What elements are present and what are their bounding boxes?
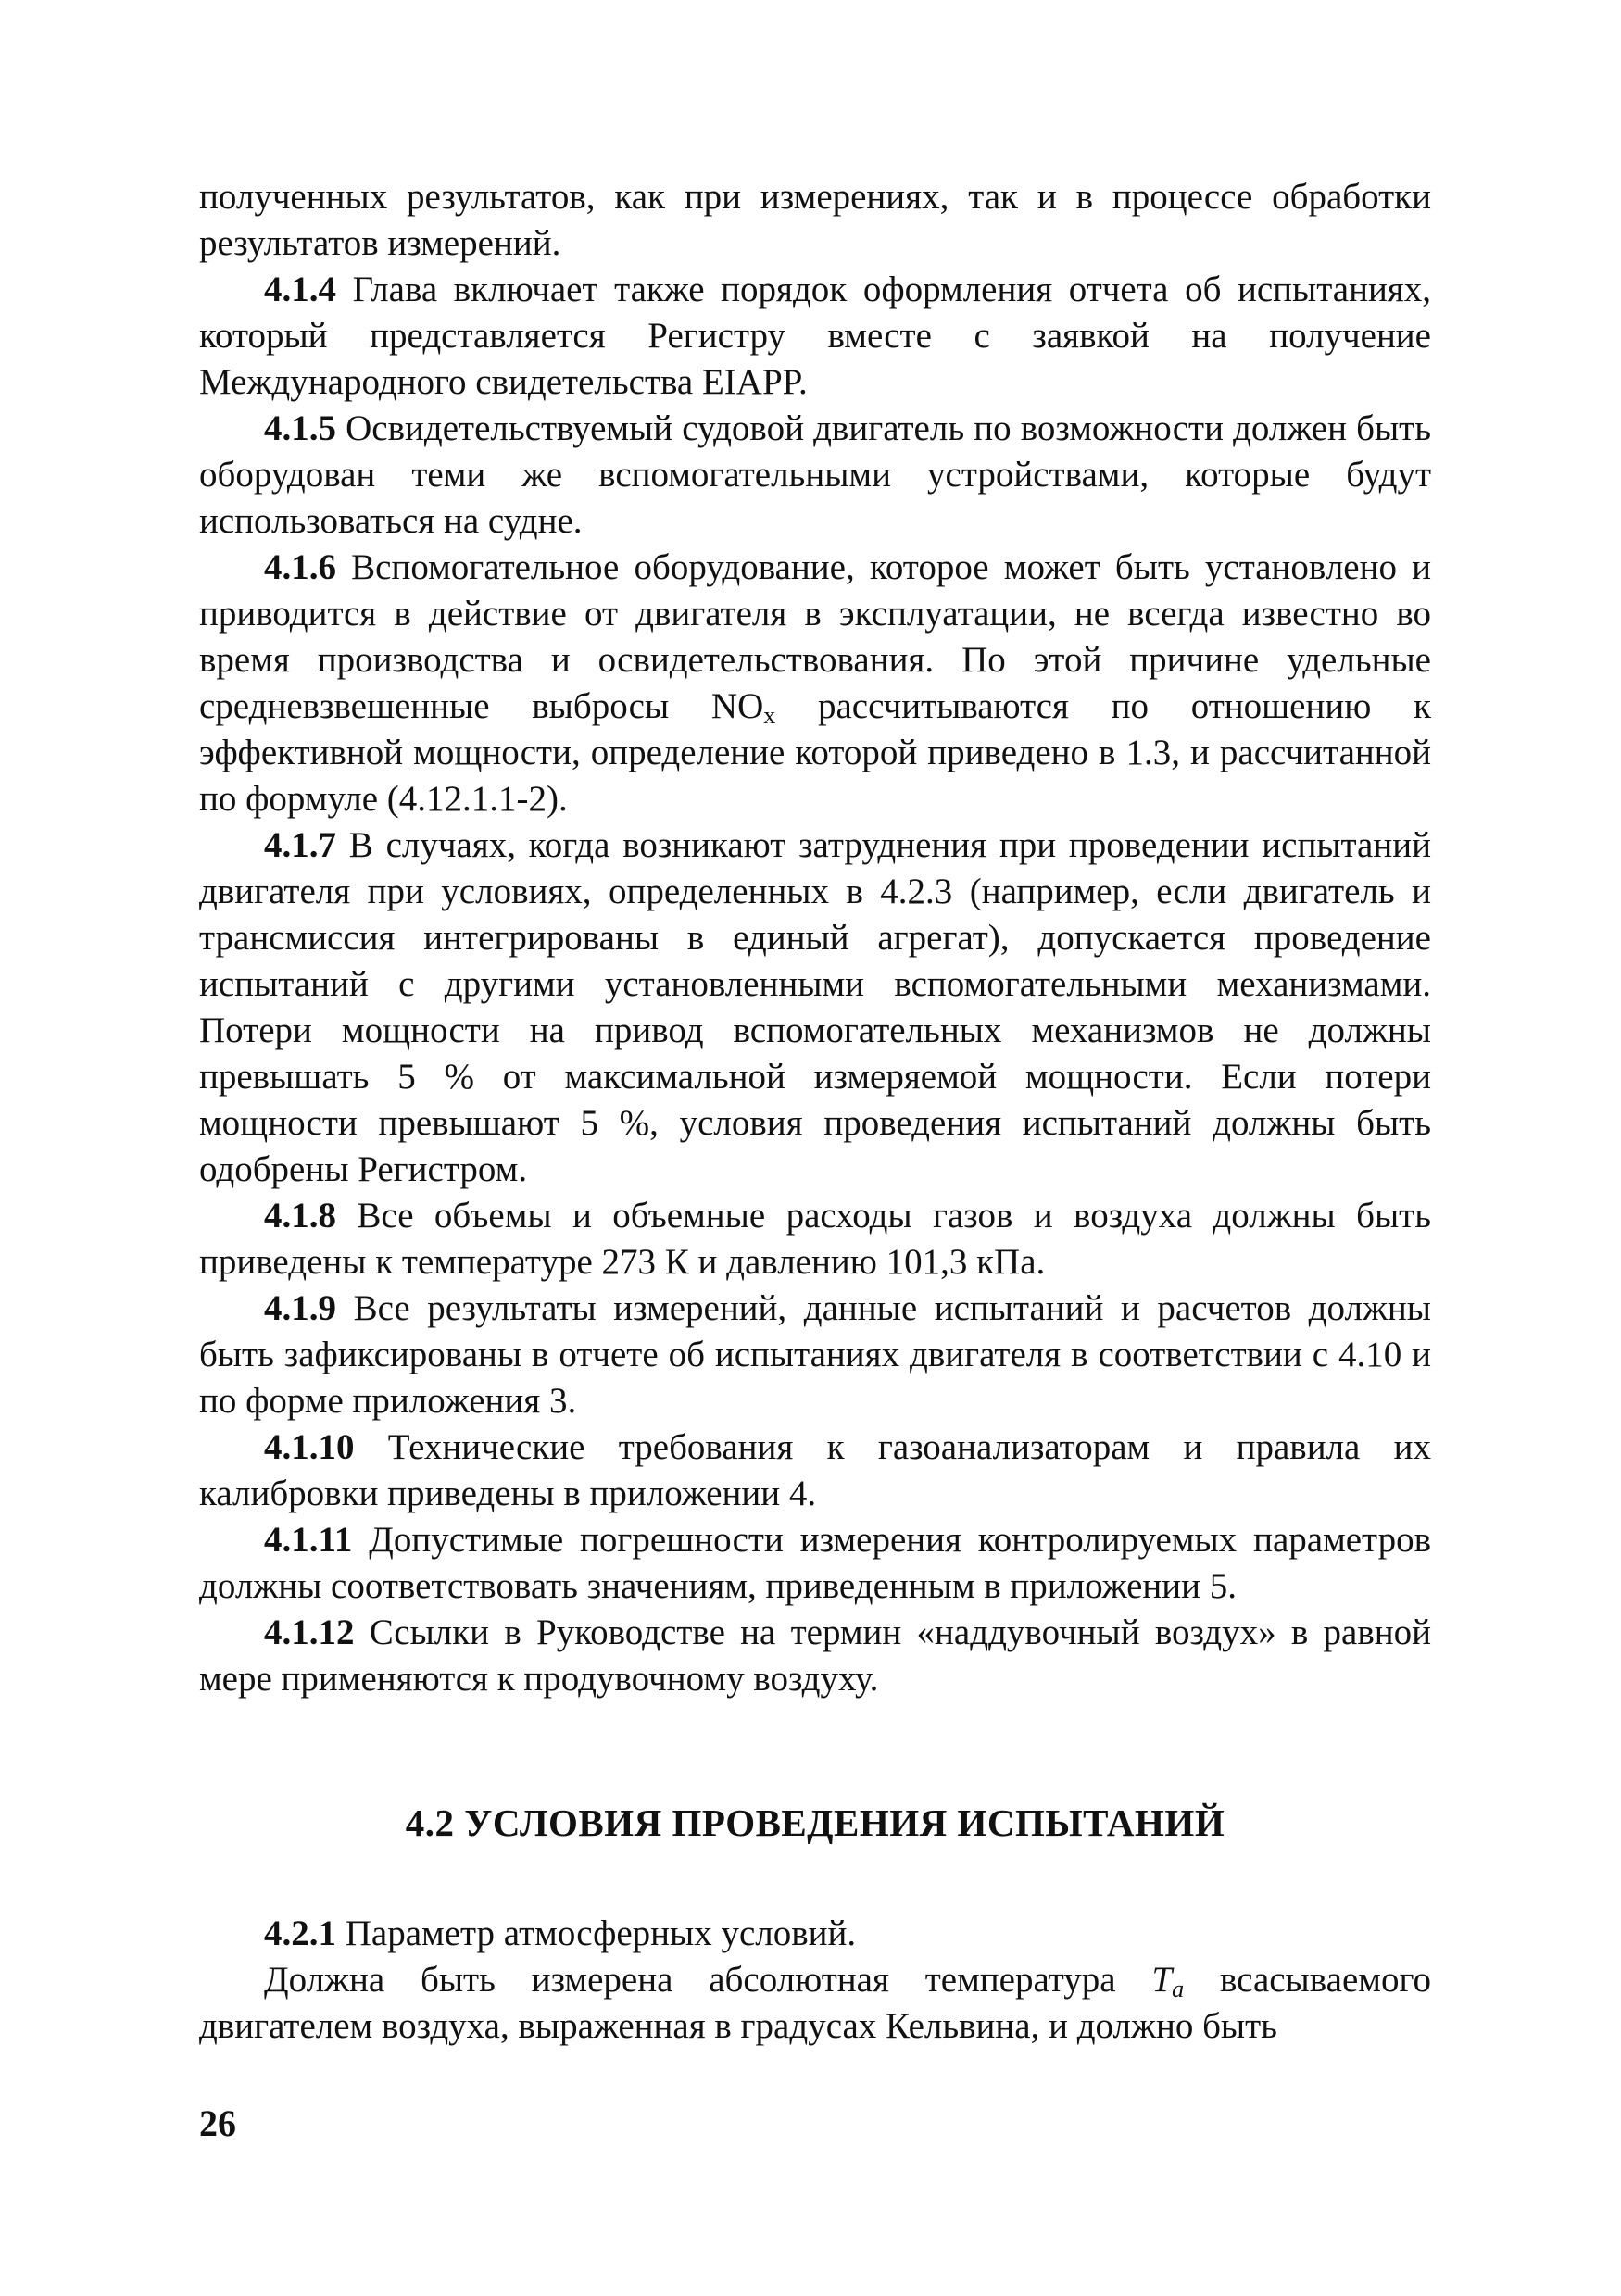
clause-text: Все объемы и объемные расходы газов и воздуха должны быть приведены к температуре 273 К и давлению 101,3 кПа. [199,1196,1431,1282]
subsection-title [199,1911,1431,1957]
clause-number: 4.1.11 [264,1520,353,1560]
clause-4-1-6 [199,545,1431,822]
section-heading: 4.2 УСЛОВИЯ ПРОВЕДЕНИЯ ИСПЫТАНИЙ [405,1801,1225,1844]
clause-text: Все результаты измерений, данные испытаний и расчетов должны быть зафиксированы в отчете об испытаниях двигателя в соответствии с 4.10 и по форме приложения 3. [199,1288,1431,1421]
clause-number: 4.1.10 [264,1427,355,1467]
clause-number: 4.1.6 [264,547,336,587]
clause-4-1-7 [199,822,1431,1193]
clause-4-1-8 [199,1193,1431,1286]
clause-number: 4.1.5 [264,408,336,448]
clause-text: Глава включает также порядок оформления отчета об испытаниях, который представляется Регистру вместе с заявкой на получение Международного свидетельства EIAPP. [199,270,1431,402]
body-text: Должна быть измерена абсолютная температура [264,1960,1152,2000]
clause-4-1-4 [199,267,1431,406]
clause-number: 4.1.7 [264,825,336,865]
clause-number: 4.1.9 [264,1288,336,1328]
nox-subscript: x [763,702,776,729]
body-text-continued: всасываемого двигателем воздуха, выраженная в градусах Кельвина, и должно быть [199,1960,1431,2046]
clause-text: Технические требования к газоанализаторам и правила их калибровки приведены в приложении 4. [199,1427,1431,1513]
clause-text: В случаях, когда возникают затруднения при проведении испытаний двигателя при условиях, определенных в 4.2.3 (например, если двигатель и трансмиссия интегрированы в единый агрегат), допускается проведение испытаний с другими установленными вспомогательными механизмами. Потери мощности на привод вспомогательных механизмов не должны превышать 5 % от максимальной измеряемой мощности. Если потери мощности превышают 5 %, условия проведения испытаний должны быть одобрены Регистром. [199,825,1431,1189]
subsection-title-text: Параметр атмосферных условий. [336,1913,857,1953]
page-number: 26 [199,2102,236,2144]
clause-4-1-11 [199,1517,1431,1610]
clause-number: 4.1.8 [264,1196,336,1236]
temperature-variable-subscript: a [1172,1976,1185,2002]
temperature-variable: T [1151,1960,1173,2000]
clause-text: Освидетельствуемый судовой двигатель по возможности должен быть оборудован теми же вспомогательными устройствами, которые будут использоваться на судне. [199,408,1431,541]
clause-text: Допустимые погрешности измерения контролируемых параметров должны соответствовать значениям, приведенным в приложении 5. [199,1520,1431,1606]
clause-text: Ссылки в Руководстве на термин «наддувочный воздух» в равной мере применяются к продувочному воздуху. [199,1612,1431,1699]
clause-text-continued: рассчитываются по отношению к эффективной мощности, определение которой приведено в 1.3, и рассчитанной по формуле (4.12.1.1-2). [199,686,1431,819]
clause-4-1-12 [199,1610,1431,1702]
page-content [199,174,1431,2050]
clause-text: Вспомогательное оборудование, которое может быть установлено и приводится в действие от двигателя в эксплуатации, не всегда известно во время производства и освидетельствования. По этой причине удельные средневзвешенные выбросы NO [199,547,1431,726]
clause-4-1-5 [199,406,1431,545]
clause-number: 4.1.4 [264,270,336,309]
subsection-body [199,1957,1431,2050]
clause-number: 4.1.12 [264,1612,355,1652]
clause-4-1-9 [199,1286,1431,1424]
continuation-paragraph: полученных результатов, как при измерениях, так и в процессе обработки результатов измерений. [199,177,1431,263]
subsection-number: 4.2.1 [264,1913,336,1953]
clause-4-1-10 [199,1424,1431,1517]
